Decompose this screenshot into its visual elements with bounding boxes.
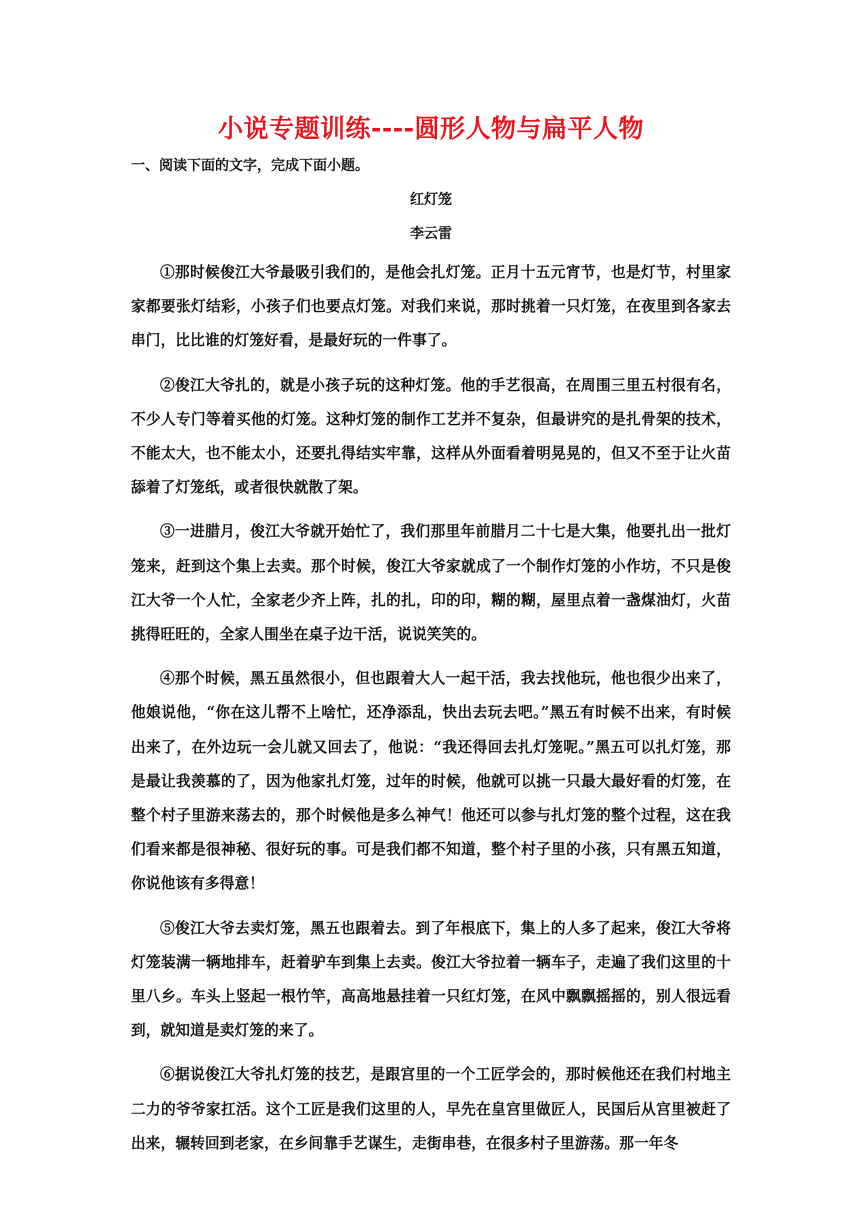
paragraph-4: ④那个时候，黑五虽然很小，但也跟着大人一起干活，我去找他玩，他也很少出来了，他娘说他，“你在这儿帮不上啥忙，还净添乱，快出去玩去吧。”黑五有时候不出来，有时候出来了，在外边玩一会儿就又回去了，他说：“我还得回去扎灯笼呢。”黑五可以扎灯笼，那是最让我羡慕的了，因为他家扎灯笼，过年的时候，他就可以挑一只最大最好看的灯笼，在整个村子里游来荡去的，那个时候他是多么神气！他还可以参与扎灯笼的整个过程，这在我们看来都是很神秘、很好玩的事。可是我们都不知道，整个村子里的小孩，只有黑五知道，你说他该有多得意！ <box>131 670 731 893</box>
paragraph-1: ①那时候俊江大爷最吸引我们的，是他会扎灯笼。正月十五元宵节，也是灯节，村里家家都要张灯结彩，小孩子们也要点灯笼。对我们来说，那时挑着一只灯笼，在夜里到各家去串门，比比谁的灯笼好看，是最好玩的一件事了。 <box>131 264 731 350</box>
paragraph-2: ②俊江大爷扎的，就是小孩子玩的这种灯笼。他的手艺很高，在周围三里五村很有名，不少人专门等着买他的灯笼。这种灯笼的制作工艺并不复杂，但最讲究的是扎骨架的技术，不能太大，也不能太小，还要扎得结实牢靠，这样从外面看着明晃晃的，但又不至于让火苗舔着了灯笼纸，或者很快就散了架。 <box>131 376 731 497</box>
paragraph-6: ⑥据说俊江大爷扎灯笼的技艺，是跟宫里的一个工匠学会的，那时候他还在我们村地主二力的爷爷家扛活。这个工匠是我们这里的人，早先在皇宫里做匠人，民国后从宫里被赶了出来，辗转回到老家，在乡间靠手艺谋生，走街串巷，在很多村子里游荡。那一年冬 <box>131 1066 731 1152</box>
document-page <box>131 104 731 1161</box>
paragraph-3: ③一进腊月，俊江大爷就开始忙了，我们那里年前腊月二十七是大集，他要扎出一批灯笼来，赶到这个集上去卖。那个时候，俊江大爷家就成了一个制作灯笼的小作坊，不只是俊江大爷一个人忙，全家老少齐上阵，扎的扎，印的印，糊的糊，屋里点着一盏煤油灯，火苗挑得旺旺的，全家人围坐在桌子边干活，说说笑笑的。 <box>131 523 731 644</box>
story-title: 红灯笼 <box>410 192 452 208</box>
paragraph-5: ⑤俊江大爷去卖灯笼，黑五也跟着去。到了年根底下，集上的人多了起来，俊江大爷将灯笼装满一辆地排车，赶着驴车到集上去卖。俊江大爷拉着一辆车子，走遍了我们这里的十里八乡。车头上竖起一根竹竿，高高地悬挂着一只红灯笼，在风中飘飘摇摇的，别人很远看到，就知道是卖灯笼的来了。 <box>131 919 731 1040</box>
document-title: 小说专题训练----圆形人物与扁平人物 <box>217 114 644 143</box>
story-author: 李云雷 <box>410 226 452 242</box>
question-prompt: 一、阅读下面的文字，完成下面小题。 <box>131 158 369 174</box>
